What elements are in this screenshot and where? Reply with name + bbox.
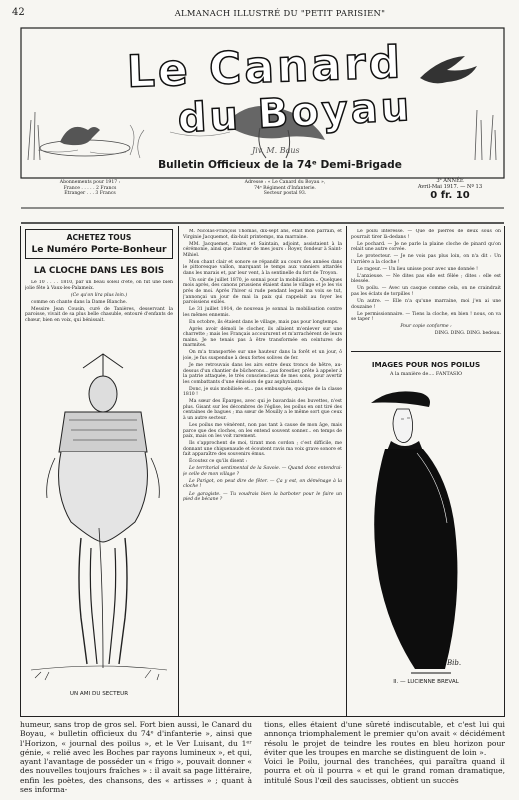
paragraph: Un autre. — Elle n'a qu'une marraine, moi j'en ai une douzaine ! bbox=[351, 299, 501, 310]
subscription-label: Abonnements pour 1917 : bbox=[59, 180, 121, 185]
paragraph: Pour copie conforme : bbox=[400, 324, 452, 330]
paragraph: Le 31 juillet 1914, de nouveau je sonnai la mobilisation contre les mêmes ennemis. bbox=[183, 307, 342, 318]
paragraph: Le garagiste. — Tu voudrais bien la barboter pour le faire un pied de bécane ? bbox=[183, 491, 342, 503]
paragraph: (Ce qu'on lira plus loin.) bbox=[70, 292, 128, 298]
frame-bottom bbox=[20, 716, 505, 717]
paragraph: DING. DING. DING. bedeau. bbox=[434, 331, 501, 337]
middle-column bbox=[183, 229, 342, 714]
article-headline: LA CLOCHE DANS LES BOIS bbox=[33, 266, 165, 276]
issue-year: 3ᵉ ANNÉE bbox=[436, 178, 464, 184]
paragraph: Le rageur. — Un lieu unisse pour avec une donnée ! bbox=[357, 266, 478, 272]
paragraph: Un poilu. — Avec un casque comme cela, on ne craindrait pas les éclats de torpilles ! bbox=[351, 286, 501, 297]
paragraph: Le permissionnaire. — Tiens la cloche, en bien ! nous, on va se taper ! bbox=[351, 311, 501, 323]
paragraph: Ma sœur des Éparges, avec qui je bavardais des buvettes, n'est plus. Gisant sur les décombres de l'église, les poilus en ont tiré des centaines de bagues ; ma sœur de Mouilly a le même sort que ceux à un autre secteur. bbox=[183, 399, 342, 421]
frame-right bbox=[504, 226, 505, 716]
bottom-text-col1: humeur, sans trop de gros sel. Fort bien aussi, le Canard du Boyau, « bulletin officieux du 74ᵉ d'infanterie », ainsi que l'Horizon, « journal des poilus », et le Ver Luisant, du 1ᵉʳ génie, « relié avec les Boches par rayons lumineux », et qui, ayant l'avantage de posséder un « frigo », pouvait donner « des nouvelles toujours fraîches » : il avait sa page littéraire, enfin les poètes, des chansons, des « artisses » ; quant à ses informa- bbox=[20, 720, 252, 795]
page-number: 42 bbox=[12, 7, 25, 18]
paragraph: Le territorial sentimental de la Savoie. — Quand donc entendrai-je celle de mon village ? bbox=[183, 466, 342, 477]
issue-info bbox=[400, 178, 500, 201]
images-subtitle: A la manière de.... FANTASIO bbox=[389, 372, 463, 377]
masthead-subtitle: Bulletin Officieux de la 74ᵉ Demi-Brigade bbox=[158, 159, 402, 171]
paragraph: Mon chant clair et sonore se répandit au cours des années dans le pittoresque vallon, marquant le temps aux vanniers attardés dans les marais et, par leur vent, à la sentinelle du fort de Troyon. bbox=[183, 259, 342, 276]
address-line3: Secteur postal 93. bbox=[263, 191, 307, 197]
images-title: IMAGES POUR NOS POILUS bbox=[371, 360, 481, 369]
bottom-text-col2: tions, elles étaient d'une sûreté indiscutable, et c'est lui qui annonça triomphalement le premier qu'on avait « décidément résolu le projet de teindre les routes en bleu horizon pour éviter que les troupes en marche se distinguent de loin ». Voici le Poilu, journal des tranchées, qui paraîtra quand il pourra et où il pourra « et qui le grand roman dramatique, intitulé Sous l'œil des saucisses, obtient un succès bbox=[264, 720, 505, 785]
paragraph: Après avoir démoli le clocher, ils allaient m'enlever sur une charrette ; mais les Français accoururent et m'arrachèrent de leurs mains. Je ne tenais pas à être transformée en ceintures de marmites. bbox=[183, 326, 342, 349]
mule-caption: UN AMI DU SECTEUR bbox=[69, 691, 129, 697]
paragraph: Le protecteur. — Je ne vois pas plus loin, on n'a dit : Un l'arrière a la cloche ! bbox=[351, 254, 501, 265]
paragraph: On m'a transportée sur une hauteur dans la forêt et un jour, ô joie, je fus suspendue à deux fortes solives de fer. bbox=[183, 350, 342, 361]
lucky-box-line1: ACHETEZ TOUS bbox=[66, 233, 132, 242]
left-article-text bbox=[25, 280, 173, 346]
issue-date: Avril-Mai 1917. — Nº 13 bbox=[417, 184, 483, 190]
paragraph: MM. Jacquemet, maire, et Saintain, adjoint, assistaient à la cérémonie, ainsi que l'auteur de mes jours : Royer, fondeur à Saint-Mihiel. bbox=[183, 241, 342, 258]
paragraph: En octobre, ils étaient dans le village, mais pas pour longtemps. bbox=[189, 319, 339, 325]
lady-figure-icon bbox=[371, 391, 457, 673]
mule-icon bbox=[31, 354, 167, 680]
paragraph: Le pochard. — Je ne parle la plaine cloche de pinard qu'on relait une autre corvée. bbox=[351, 241, 501, 253]
subscription-abroad: Étranger . . . 3 Francs bbox=[64, 191, 116, 197]
paragraph: Écoutez ce qu'ils disent : bbox=[189, 459, 248, 465]
masthead bbox=[20, 20, 505, 225]
masthead-scribble: Jiv. M. Baus bbox=[252, 146, 300, 155]
paragraph: M. Nicolas-François Thomas, dix-sept ans, était mon parrain, et Virginie Jacquemot, dix-huit printemps, ma marraine. bbox=[183, 229, 342, 240]
section-divider bbox=[351, 351, 501, 352]
paragraph: comme on chante dans la Dame Blanche. bbox=[31, 299, 127, 305]
subscription-france: France . . . . . 2 Francs bbox=[63, 185, 117, 191]
address-info bbox=[200, 180, 370, 197]
masthead-title-line1: Le Canard bbox=[125, 37, 404, 98]
lucky-number-box bbox=[25, 229, 173, 259]
caricature-caption: II. — LUCIENNE BREVAL bbox=[393, 679, 459, 685]
right-column bbox=[351, 229, 501, 685]
paragraph: Messire Jean Cousin, curé de Tanières, desservant la paroisse, vivait de sa plus belle chasuble, entouré d'enfants de chœur, bien en voix, qui bénissait. bbox=[25, 306, 173, 323]
running-head: ALMANACH ILLUSTRÉ DU "PETIT PARISIEN" bbox=[174, 8, 386, 18]
paragraph: Les poilus me vénèrent, non pas tant à cause de mon âge, mais parce que des cloches, on les entend souvent sonner... en temps de paix, mais on les voit rarement. bbox=[183, 423, 342, 440]
paragraph: Un soir de juillet 1870, je sonnai pour la mobilisation... Quelques mois après, des canons prussiens étaient dans le village et je les vis près de moi. Après l'hiver si rude pendant lequel ma voix se tut, j'annonçai un jour de mai la paix qui rappelait au foyer les paroissiens exilés. bbox=[183, 277, 342, 306]
column-rule-1 bbox=[178, 226, 179, 716]
subscription-info bbox=[30, 180, 150, 197]
paragraph: L'anxieuse. — Ne dites pas elle est fêlée ; dites : elle est blessée. bbox=[351, 273, 501, 285]
artist-signature: Bib. bbox=[447, 659, 462, 667]
mule-illustration bbox=[25, 348, 173, 688]
paragraph: Ils s'approchent de moi, tirant mon cordon ; c'est difficile, me donnant une chiquenaude et écoutent ravis ma voix grave sonore et fait apparaître des souvenirs émus. bbox=[183, 441, 342, 458]
issue-price: 0 fr. 10 bbox=[430, 190, 470, 201]
column-rule-2 bbox=[346, 226, 347, 716]
paragraph: Le Parigot, on peut dire de fêter. — Ça y est, on déménage à la cloche ! bbox=[183, 478, 342, 490]
caricature-illustration bbox=[351, 383, 501, 683]
masthead-title-line2: du Boyau bbox=[176, 83, 414, 143]
address-line2: 74ᵉ Régiment d'Infanterie. bbox=[254, 185, 316, 191]
paragraph: Je me retrouvais dans les airs entre deux troncs de hêtre, au-dessus d'un chantier de bûcherons... pas forestier, prête à appeler à la patrie attaquée, le très consciencieux de mes sons, pour avertir les combattants d'une émission de gaz asphyxiants. bbox=[183, 363, 342, 385]
frame-left bbox=[20, 226, 21, 716]
right-article-text bbox=[351, 229, 501, 347]
left-column bbox=[25, 229, 173, 697]
paragraph: Le poilu intéressé. — Que de pierres de deux sous on pourrait tirer là-dedans ! bbox=[351, 229, 501, 240]
paragraph: Le 10 . . . . 1810, par un beau soleil d'été, on fut une bien jolie fête à Vaux-les-Palameix. bbox=[25, 280, 173, 291]
lucky-box-line2: Le Numéro Porte-Bonheur bbox=[31, 244, 167, 255]
duck-icon bbox=[38, 127, 130, 156]
paragraph: Donc, je suis mobilisée et... pas embusquée, quoique de la classe 1810 ! bbox=[183, 386, 342, 398]
address-line1: Adresse : « Le Canard du Boyau », bbox=[244, 180, 326, 185]
